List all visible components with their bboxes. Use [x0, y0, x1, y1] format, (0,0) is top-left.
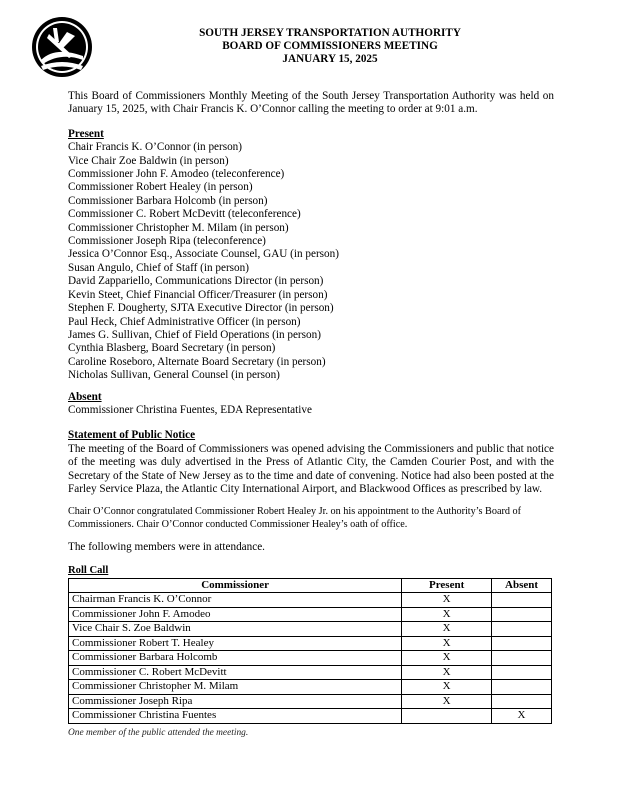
absent-mark-cell — [492, 680, 552, 695]
present-item: David Zappariello, Communications Director (in person) — [68, 275, 324, 288]
present-item: Paul Heck, Chief Administrative Officer (in person) — [68, 315, 301, 328]
present-mark-cell: X — [402, 607, 492, 622]
present-mark-cell: X — [402, 665, 492, 680]
commissioner-name-cell: Commissioner C. Robert McDevitt — [69, 665, 402, 680]
present-item: Commissioner Christopher M. Milam (in person) — [68, 221, 289, 234]
present-list — [68, 141, 554, 382]
present-item: Nicholas Sullivan, General Counsel (in person) — [68, 369, 280, 382]
present-item: Commissioner Robert Healey (in person) — [68, 181, 253, 194]
roll-call-section — [68, 565, 554, 740]
congrats-paragraph: Chair O’Connor congratulated Commissioner Robert Healey Jr. on his appointment to the Authority’s Board of Commissioners. Chair O’Connor conducted Commissioner Healey’s oath of office. — [68, 506, 521, 530]
roll-call-header-row — [69, 578, 552, 593]
present-mark-cell: X — [402, 636, 492, 651]
notice-paragraph: The meeting of the Board of Commissioners was opened advising the Commissioners and public that notice of the meeting was duly advertised in the Press of Atlantic City, the Camden Courier Post, and with the Secretary of the State of New Jersey as to the time and date of convening. Notice had also been posted at the Farley Service Plaza, the Atlantic City International Airport, and Blackwood Offices as prescribed by law. — [68, 442, 554, 495]
absent-section — [68, 391, 554, 418]
commissioner-name-cell: Vice Chair S. Zoe Baldwin — [69, 622, 402, 637]
document-body — [68, 90, 554, 740]
absent-mark-cell — [492, 593, 552, 608]
absent-mark-cell — [492, 636, 552, 651]
commissioner-name-cell: Commissioner Robert T. Healey — [69, 636, 402, 651]
absent-mark-cell — [492, 622, 552, 637]
table-row — [69, 709, 552, 724]
column-header-present: Present — [402, 578, 492, 593]
roll-call-body — [69, 593, 552, 724]
present-item: Chair Francis K. O’Connor (in person) — [68, 141, 242, 154]
present-item: Caroline Roseboro, Alternate Board Secretary (in person) — [68, 355, 326, 368]
header-date: JANUARY 15, 2025 — [282, 53, 378, 65]
table-row — [69, 694, 552, 709]
present-item: Stephen F. Dougherty, SJTA Executive Director (in person) — [68, 302, 334, 315]
table-row — [69, 665, 552, 680]
roll-call-table — [68, 578, 552, 724]
column-header-commissioner: Commissioner — [69, 578, 402, 593]
table-row — [69, 607, 552, 622]
commissioner-name-cell: Commissioner Christina Fuentes — [69, 709, 402, 724]
absent-title: Absent — [68, 390, 102, 403]
table-row — [69, 636, 552, 651]
document-header — [110, 27, 550, 66]
commissioner-name-cell: Commissioner Christopher M. Milam — [69, 680, 402, 695]
present-mark-cell: X — [402, 622, 492, 637]
present-item: Commissioner C. Robert McDevitt (teleconference) — [68, 208, 301, 221]
sjta-logo — [31, 16, 93, 78]
absent-mark-cell — [492, 607, 552, 622]
commissioner-name-cell: Commissioner Barbara Holcomb — [69, 651, 402, 666]
table-row — [69, 622, 552, 637]
commissioner-name-cell: Chairman Francis K. O’Connor — [69, 593, 402, 608]
present-item: Jessica O’Connor Esq., Associate Counsel, GAU (in person) — [68, 248, 339, 261]
present-mark-cell — [402, 709, 492, 724]
present-item: Commissioner Barbara Holcomb (in person) — [68, 194, 268, 207]
present-mark-cell: X — [402, 651, 492, 666]
present-title: Present — [68, 127, 104, 140]
commissioner-name-cell: Commissioner Joseph Ripa — [69, 694, 402, 709]
absent-mark-cell — [492, 651, 552, 666]
present-section — [68, 128, 554, 383]
table-row — [69, 680, 552, 695]
present-item: Susan Angulo, Chief of Staff (in person) — [68, 261, 249, 274]
absent-list — [68, 404, 554, 417]
present-mark-cell: X — [402, 593, 492, 608]
notice-title: Statement of Public Notice — [68, 429, 196, 442]
header-meeting: BOARD OF COMMISSIONERS MEETING — [222, 40, 438, 52]
present-mark-cell: X — [402, 694, 492, 709]
commissioner-name-cell: Commissioner John F. Amodeo — [69, 607, 402, 622]
notice-section — [68, 429, 554, 496]
absent-mark-cell — [492, 694, 552, 709]
present-mark-cell: X — [402, 680, 492, 695]
present-item: Vice Chair Zoe Baldwin (in person) — [68, 154, 229, 167]
table-row — [69, 593, 552, 608]
present-item: Cynthia Blasberg, Board Secretary (in person) — [68, 342, 276, 355]
header-authority: SOUTH JERSEY TRANSPORTATION AUTHORITY — [199, 27, 461, 39]
present-item: James G. Sullivan, Chief of Field Operations (in person) — [68, 328, 321, 341]
absent-mark-cell — [492, 665, 552, 680]
public-note: One member of the public attended the meeting. — [68, 727, 249, 738]
column-header-absent: Absent — [492, 578, 552, 593]
absent-mark-cell: X — [492, 709, 552, 724]
present-item: Commissioner John F. Amodeo (teleconference) — [68, 168, 285, 181]
present-item: Kevin Steet, Chief Financial Officer/Treasurer (in person) — [68, 288, 328, 301]
table-row — [69, 651, 552, 666]
attendance-line: The following members were in attendance. — [68, 541, 265, 554]
present-item: Commissioner Joseph Ripa (teleconference) — [68, 235, 266, 248]
roll-call-title: Roll Call — [68, 564, 109, 576]
intro-paragraph: This Board of Commissioners Monthly Meeting of the South Jersey Transportation Authority was held on January 15, 2025, with Chair Francis K. O’Connor calling the meeting to order at 9:01 a.m. — [68, 90, 554, 116]
absent-item: Commissioner Christina Fuentes, EDA Representative — [68, 403, 312, 416]
